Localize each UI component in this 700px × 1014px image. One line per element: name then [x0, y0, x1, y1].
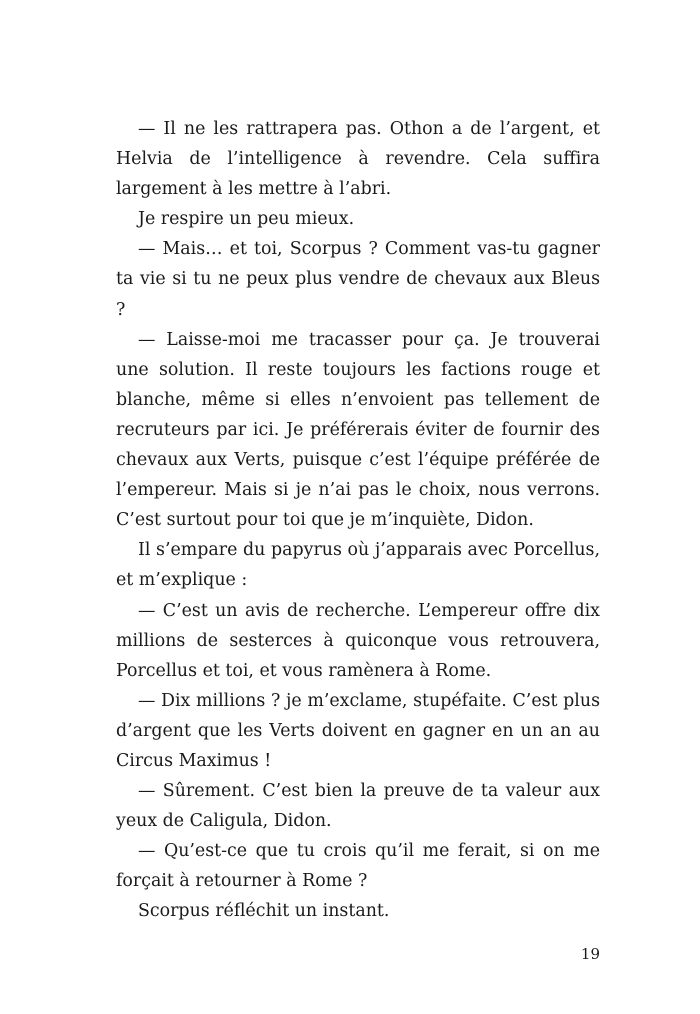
paragraph: Il s’empare du papyrus où j’apparais avec Porcellus, et m’explique : — [116, 540, 600, 591]
paragraph: Je respire un peu mieux. — [138, 209, 355, 230]
paragraph: Scorpus réfléchit un instant. — [138, 901, 390, 922]
paragraph: — Sûrement. C’est bien la preuve de ta valeur aux yeux de Caligula, Didon. — [116, 781, 600, 832]
body-text — [116, 114, 600, 927]
paragraph: — Qu’est-ce que tu crois qu’il me ferait, si on me forçait à retourner à Rome ? — [116, 841, 600, 892]
page-number: 19 — [580, 945, 600, 963]
paragraph: — C’est un avis de recherche. L’empereur offre dix millions de sesterces à quiconque vous retrouvera, Porcellus et toi, et vous ramènera à Rome. — [116, 600, 600, 681]
paragraph: — Mais… et toi, Scorpus ? Comment vas-tu gagner ta vie si tu ne peux plus vendre de chevaux aux Bleus ? — [116, 239, 600, 320]
paragraph: — Il ne les rattrapera pas. Othon a de l’argent, et Helvia de l’intelligence à revendre. Cela suffira largement à les mettre à l’abri. — [116, 119, 600, 200]
paragraph: — Laisse-moi me tracasser pour ça. Je trouverai une solution. Il reste toujours les factions rouge et blanche, même si elles n’envoient pas tellement de recruteurs par ici. Je préférerais éviter de fournir des chevaux aux Verts, puisque c’est l’équipe préférée de l’empereur. Mais si je n’ai pas le choix, nous verrons. C’est surtout pour toi que je m’inquiète, Didon. — [116, 329, 600, 531]
paragraph: — Dix millions ? je m’exclame, stupéfaite. C’est plus d’argent que les Verts doivent en gagner en un an au Circus Maximus ! — [116, 690, 600, 771]
